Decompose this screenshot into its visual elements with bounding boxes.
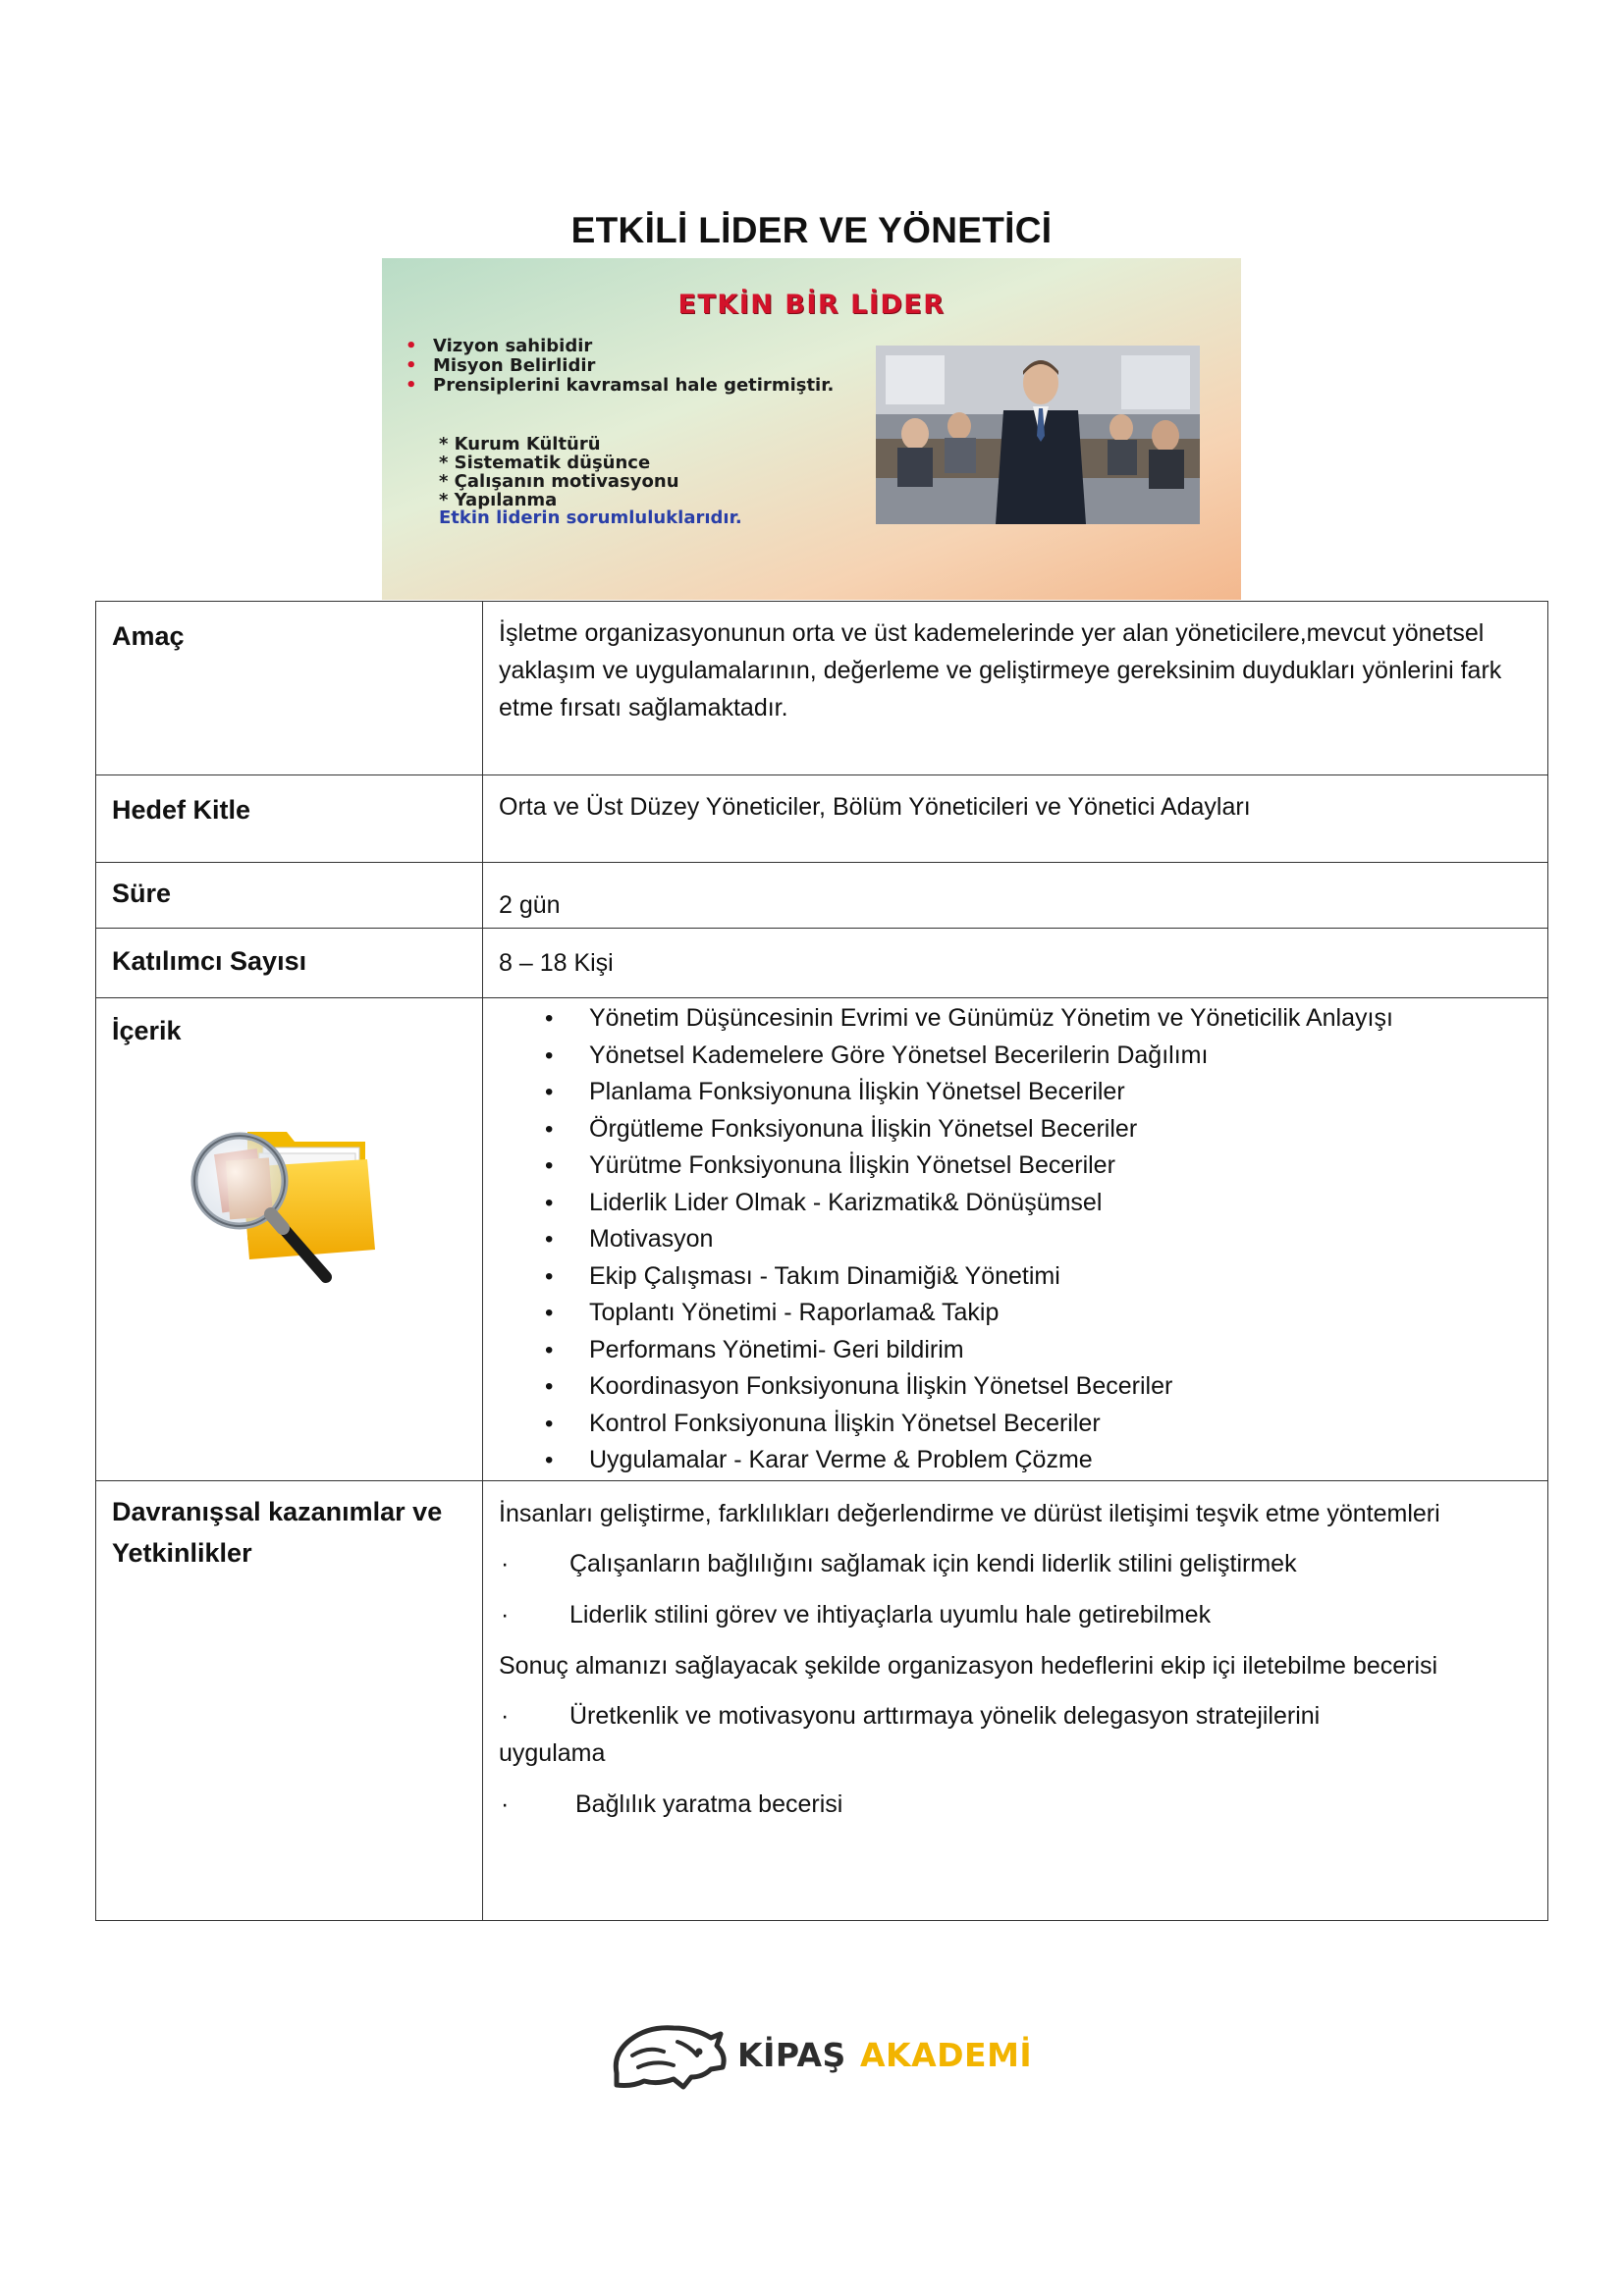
table-row-content xyxy=(96,998,1548,1481)
list-item: • Planlama Fonksiyonuna İlişkin Yönetsel Beceriler xyxy=(483,1074,1547,1111)
list-item: • Kontrol Fonksiyonuna İlişkin Yönetsel Beceriler xyxy=(483,1406,1547,1443)
banner-bullet: • Misyon Belirlidir xyxy=(406,355,596,376)
folder-search-icon xyxy=(179,1112,385,1289)
table-row-duration xyxy=(96,863,1548,929)
behavioral-label-line2: Yetkinlikler xyxy=(112,1538,252,1568)
kipas-akademi-logo xyxy=(609,2016,1033,2095)
audience-label: Hedef Kitle xyxy=(112,795,251,825)
banner-sub-item: * Yapılanma xyxy=(439,490,558,510)
banner-bullet: • Vizyon sahibidir xyxy=(406,336,593,356)
participants-label: Katılımcı Sayısı xyxy=(112,946,307,976)
behavioral-content xyxy=(483,1481,1547,1823)
table-row-audience xyxy=(96,775,1548,863)
list-item: • Motivasyon xyxy=(483,1221,1547,1258)
list-item: • Yönetim Düşüncesinin Evrimi ve Günümüz Yönetim ve Yöneticilik Anlayışı xyxy=(483,1000,1547,1038)
list-item: • Ekip Çalışması - Takım Dinamiği& Yönetimi xyxy=(483,1258,1547,1296)
behavioral-text: Sonuç almanızı sağlayacak şekilde organizasyon hedeflerini ekip içi iletebilme becerisi xyxy=(499,1652,1438,1680)
logo-text-kipas: KİPAŞ xyxy=(737,2036,846,2074)
lion-head-icon xyxy=(609,2016,731,2095)
behavioral-text: İnsanları geliştirme, farklılıkları değerlendirme ve dürüst iletişimi teşvik etme yöntemleri xyxy=(499,1500,1440,1527)
duration-label: Süre xyxy=(112,879,172,908)
table-row-purpose xyxy=(96,602,1548,775)
list-item: • Yürütme Fonksiyonuna İlişkin Yönetsel Beceriler xyxy=(483,1148,1547,1185)
list-item: • Performans Yönetimi- Geri bildirim xyxy=(483,1332,1547,1369)
banner-heading: ETKİN BİR LİDER xyxy=(677,290,946,320)
list-item: • Örgütleme Fonksiyonuna İlişkin Yönetsel Beceriler xyxy=(483,1111,1547,1148)
behavioral-item-continuation: uygulama xyxy=(499,1739,606,1767)
banner-bullet-list xyxy=(406,337,867,396)
audience-value: Orta ve Üst Düzey Yöneticiler, Bölüm Yöneticileri ve Yönetici Adayları xyxy=(499,793,1251,821)
list-item: • Liderlik Lider Olmak - Karizmatik& Dönüşümsel xyxy=(483,1185,1547,1222)
duration-value: 2 gün xyxy=(499,891,561,919)
list-item: • Koordinasyon Fonksiyonuna İlişkin Yönetsel Beceriler xyxy=(483,1368,1547,1406)
logo-text-akademi: AKADEMİ xyxy=(860,2036,1033,2074)
list-item: • Yönetsel Kademelere Göre Yönetsel Becerilerin Dağılımı xyxy=(483,1038,1547,1075)
document-title: ETKİLİ LİDER VE YÖNETİCİ xyxy=(570,210,1053,250)
list-item: • Uygulamalar - Karar Verme & Problem Çözme xyxy=(483,1442,1547,1479)
behavioral-label-line1: Davranışsal kazanımlar ve xyxy=(112,1497,443,1526)
content-label: İçerik xyxy=(112,1016,182,1045)
banner-sub-list xyxy=(439,435,871,509)
content-list xyxy=(483,998,1547,1479)
leader-banner-image xyxy=(382,258,1241,600)
banner-sub-item: * Kurum Kültürü xyxy=(439,434,601,454)
list-item: • Toplantı Yönetimi - Raporlama& Takip xyxy=(483,1295,1547,1332)
behavioral-item: · Liderlik stilini görev ve ihtiyaçlarla uyumlu hale getirebilmek xyxy=(501,1601,1212,1629)
participants-value: 8 – 18 Kişi xyxy=(499,949,614,977)
behavioral-item: · Çalışanların bağlılığını sağlamak için kendi liderlik stilini geliştirmek xyxy=(501,1550,1297,1577)
behavioral-label xyxy=(96,1481,482,1574)
purpose-label: Amaç xyxy=(112,621,185,651)
table-row-behavioral xyxy=(96,1481,1548,1921)
training-info-table xyxy=(95,601,1548,1921)
business-meeting-photo xyxy=(876,346,1200,524)
banner-sub-item: * Sistematik düşünce xyxy=(439,453,651,473)
behavioral-item: · Üretkenlik ve motivasyonu arttırmaya yönelik delegasyon stratejilerini xyxy=(501,1702,1321,1730)
purpose-value: İşletme organizasyonunun orta ve üst kademelerinde yer alan yöneticilere,mevcut yönetsel yaklaşım ve uygulamalarının, değerleme ve geliştirmeye gereksinim duydukları yönlerini fark etme fırsatı sağlamaktadır. xyxy=(499,619,1502,721)
behavioral-item: · Bağlılık yaratma becerisi xyxy=(501,1790,843,1818)
banner-sub-item: * Çalışanın motivasyonu xyxy=(439,471,679,492)
banner-footer-text: Etkin liderin sorumluluklarıdır. xyxy=(439,507,742,528)
banner-bullet: • Prensiplerini kavramsal hale getirmiştir. xyxy=(406,375,835,396)
table-row-participants xyxy=(96,929,1548,998)
